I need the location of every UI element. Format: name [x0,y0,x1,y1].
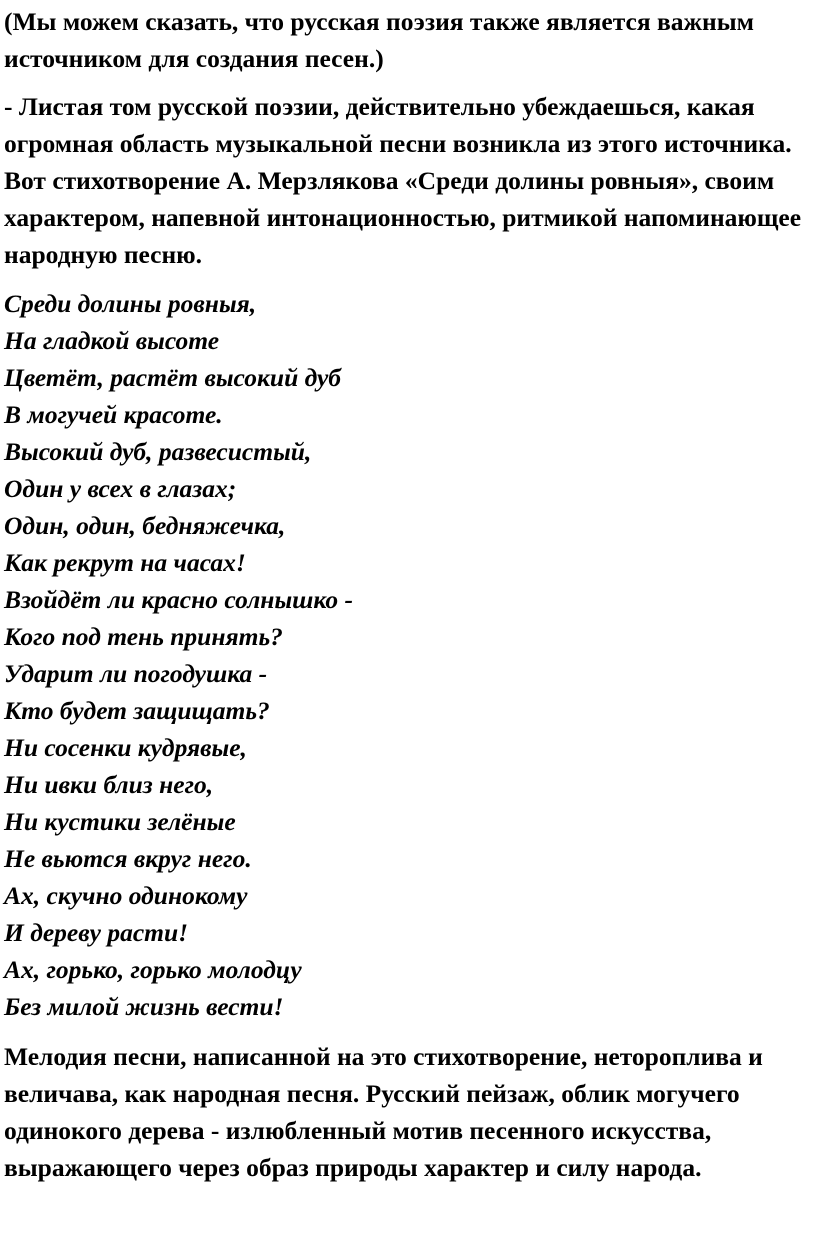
poem-line: Кто будет защищать? [4,696,270,725]
poem-line: Без милой жизнь вести! [4,992,284,1021]
poem-line: Не вьются вкруг него. [4,844,252,873]
poem-line: Ни сосенки кудрявые, [4,733,247,762]
poem-line: И дереву расти! [4,918,189,947]
poem-line: Ни ивки близ него, [4,770,214,799]
poem-line: Один у всех в глазах; [4,474,237,503]
closing-paragraph: Мелодия песни, написанной на это стихотворение, нетороплива и величава, как народная песня. Русский пейзаж, облик могучего одинокого дерева - излюбленный мотив песенного искусства, выражающего через образ природы характер и силу народа. [4,1042,763,1182]
poem-line: Один, один, бедняжечка, [4,511,286,540]
poem-line: Цветёт, растёт высокий дуб [4,363,341,392]
intro-paragraph: (Мы можем сказать, что русская поэзия также является важным источником для создания песен.) [4,7,755,73]
poem-line: Высокий дуб, развесистый, [4,437,312,466]
poem-line: Взойдёт ли красно солнышко - [4,585,353,614]
poem-line: Кого под тень принять? [4,622,283,651]
poem-line: Ах, горько, горько молодцу [4,955,302,984]
poem-line: Ударит ли погодушка - [4,659,268,688]
poem-line: В могучей красоте. [4,400,223,429]
poem-line: На гладкой высоте [4,326,220,355]
document-page [4,0,810,1186]
poem-block [4,285,810,1025]
lead-paragraph: - Листая том русской поэзии, действительно убеждаешься, какая огромная область музыкальной песни возникла из этого источника. Вот стихотворение А. Мерзлякова «Среди долины ровныя», своим характером, напевной интонационностью, ритмикой напоминающее народную песню. [4,92,802,269]
poem-line: Ни кустики зелёные [4,807,236,836]
poem-line: Среди долины ровныя, [4,289,257,318]
poem-line: Ах, скучно одинокому [4,881,248,910]
poem-line: Как рекрут на часах! [4,548,246,577]
